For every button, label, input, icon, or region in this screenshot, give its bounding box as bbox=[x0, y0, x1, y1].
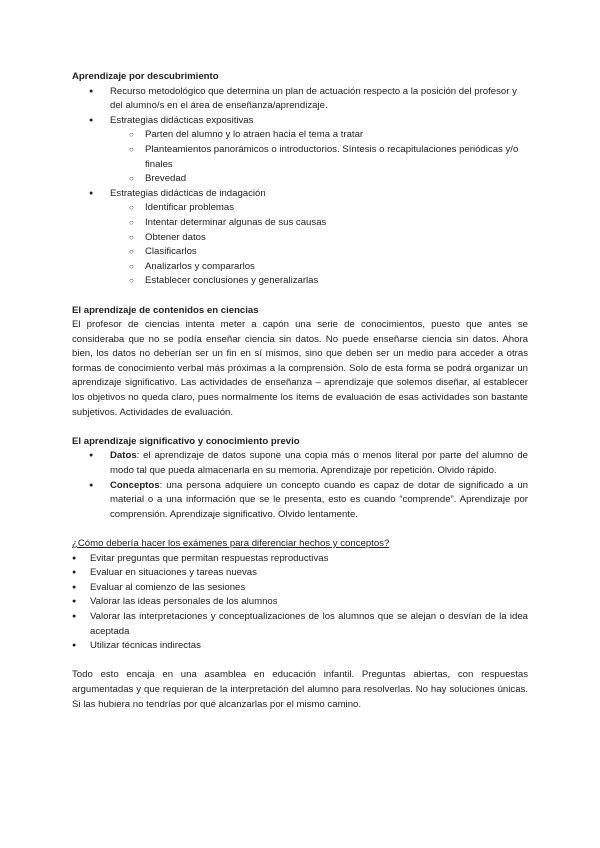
list-item: ● Evitar preguntas que permitan respuestas reproductivas bbox=[72, 552, 528, 567]
list-item bbox=[72, 85, 528, 114]
list-item bbox=[72, 187, 528, 289]
list-item: ● Valorar las ideas personales de los alumnos bbox=[72, 595, 528, 610]
list-item-text: Recurso metodológico que determina un plan de actuación respecto a la posición del profesor y del alumno/s en el área de enseñanza/aprendizaje. bbox=[110, 85, 517, 112]
list-item: ● Valorar las interpretaciones y conceptualizaciones de los alumnos que se alejan o desvían de la idea aceptada bbox=[72, 610, 528, 639]
sublist-item: ○ Clasificarlos bbox=[72, 245, 528, 260]
section-title-descubrimiento: Aprendizaje por descubrimiento bbox=[72, 71, 219, 82]
sublist-item: ○ Planteamientos panorámicos o introductorios. Síntesis o recapitulaciones periódicas y/o finales bbox=[72, 143, 528, 172]
section-title-contenidos: El aprendizaje de contenidos en ciencias bbox=[72, 304, 259, 316]
list-item bbox=[72, 479, 528, 523]
document-body bbox=[72, 70, 528, 712]
list-item: ● Utilizar técnicas indirectas bbox=[72, 639, 528, 654]
significativo-list bbox=[72, 449, 528, 522]
sublist-item: ○ Analizarlos y compararlos bbox=[72, 260, 528, 275]
sublist-item: ○ Intentar determinar algunas de sus causas bbox=[72, 216, 528, 231]
sublist-item: ○ Brevedad bbox=[72, 172, 528, 187]
descubrimiento-list bbox=[72, 85, 528, 289]
list-item bbox=[72, 449, 528, 478]
section-title-examenes: ¿Cómo debería hacer los exámenes para diferenciar hechos y conceptos? bbox=[72, 538, 390, 549]
examenes-list bbox=[72, 552, 528, 654]
contenidos-paragraph: El profesor de ciencias intenta meter a capón una serie de conocimientos, puesto que antes se consideraba que no se podía enseñar ciencia sin datos. No puede enseñarse ciencia sin datos. Ahora bien, los datos no deberían ser un fin en sí mismos, sino que deben ser un medio para acceder a otras formas de conocimiento verbal más próximas a la comprensión. Solo de esta forma se podrá organizar un aprendizaje significativo. Las actividades de enseñanza – aprendizaje que solemos diseñar, al establecer los objetivos no queda claro, pues normalmente los ítems de evaluación de esas actividades son bastante subjetivos. Actividades de evaluación. bbox=[72, 319, 528, 418]
sublist-item: ○ Identificar problemas bbox=[72, 201, 528, 216]
term-label: Conceptos bbox=[110, 479, 160, 491]
closing-paragraph: Todo esto encaja en una asamblea en educación infantil. Preguntas abiertas, con respuestas argumentadas y que requieran de la interpretación del alumno para resolverlas. No hay soluciones únicas. Si las hubiera no tendrías por qué alcanzarlas por el mismo camino. bbox=[72, 669, 528, 710]
list-item: ● Evaluar al comienzo de las sesiones bbox=[72, 581, 528, 596]
expositivas-sublist bbox=[72, 128, 528, 186]
list-item bbox=[72, 114, 528, 187]
list-item-text: Estrategias didácticas de indagación bbox=[110, 187, 266, 199]
sublist-item: ○ Parten del alumno y lo atraen hacia el tema a tratar bbox=[72, 128, 528, 143]
term-definition: : una persona adquiere un concepto cuando es capaz de dotar de significado a un material o a una información que se le presenta, esto es cuando “comprende”. Aprendizaje por comprensión. Aprendizaje significativo. Olvido lentamente. bbox=[110, 479, 528, 520]
list-item: ● Evaluar en situaciones y tareas nuevas bbox=[72, 566, 528, 581]
term-definition: : el aprendizaje de datos supone una copia más o menos literal por parte del alumno de modo tal que pueda almacenarla en su memoria. Aprendizaje por repetición. Olvido rápido. bbox=[110, 450, 528, 477]
indagacion-sublist bbox=[72, 201, 528, 289]
list-item-text: Estrategias didácticas expositivas bbox=[110, 114, 254, 126]
term-label: Datos bbox=[110, 450, 137, 462]
sublist-item: ○ Obtener datos bbox=[72, 231, 528, 246]
section-title-significativo: El aprendizaje significativo y conocimiento previo bbox=[72, 435, 300, 447]
sublist-item: ○ Establecer conclusiones y generalizarlas bbox=[72, 274, 528, 289]
